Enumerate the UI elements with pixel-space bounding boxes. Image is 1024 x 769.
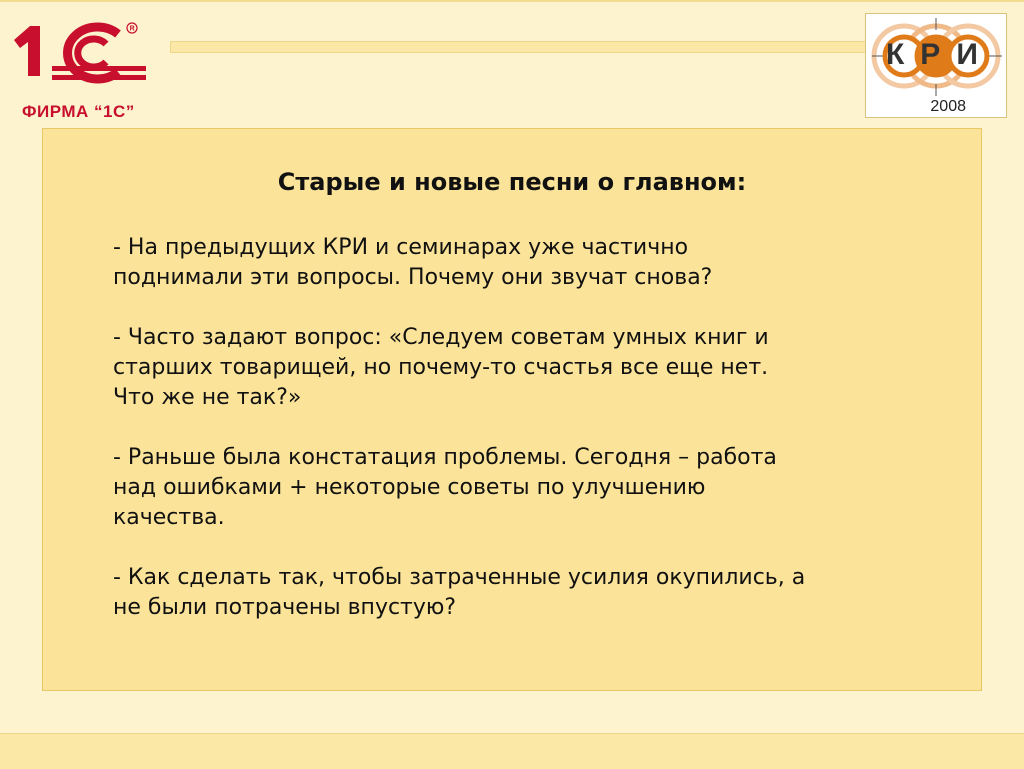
footer-bar (0, 733, 1024, 769)
bullet-1-line-1: - На предыдущих КРИ и семинарах уже частично (113, 235, 689, 260)
bullet-2-line-2: старших товарищей, но почему-то счастья все еще нет. (113, 355, 769, 380)
logo-1c-caption: ФИРМА “1С” (22, 102, 135, 121)
kri-year: 2008 (930, 98, 966, 115)
kri-2008-logo (865, 13, 1007, 118)
bullet-item-1 (113, 233, 933, 293)
bullet-3-line-3: качества. (113, 505, 225, 530)
bullet-3-line-1: - Раньше была констатация проблемы. Сегодня – работа (113, 445, 777, 470)
bullet-item-4 (113, 563, 933, 623)
content-box (42, 128, 982, 691)
bullet-4-line-1: - Как сделать так, чтобы затраченные усилия окупились, а (113, 565, 806, 590)
kri-letters: КРИ (886, 38, 994, 71)
bullet-item-3 (113, 443, 933, 533)
svg-text:R: R (129, 25, 135, 33)
header-bar (170, 41, 866, 53)
bullet-list (113, 233, 933, 653)
slide-title: Старые и новые песни о главном: (277, 168, 747, 196)
bullet-2-line-3: Что же не так?» (113, 385, 302, 410)
bullet-3-line-2: над ошибками + некоторые советы по улучшению (113, 475, 706, 500)
top-divider (0, 0, 1024, 2)
bullet-2-line-1: - Часто задают вопрос: «Следуем советам умных книг и (113, 325, 769, 350)
firma-1c-logo (8, 18, 153, 121)
logo-1c-mark-icon (8, 18, 153, 88)
bullet-item-2 (113, 323, 933, 413)
bullet-4-line-2: не были потрачены впустую? (113, 595, 457, 620)
bullet-1-line-2: поднимали эти вопросы. Почему они звучат снова? (113, 265, 713, 290)
